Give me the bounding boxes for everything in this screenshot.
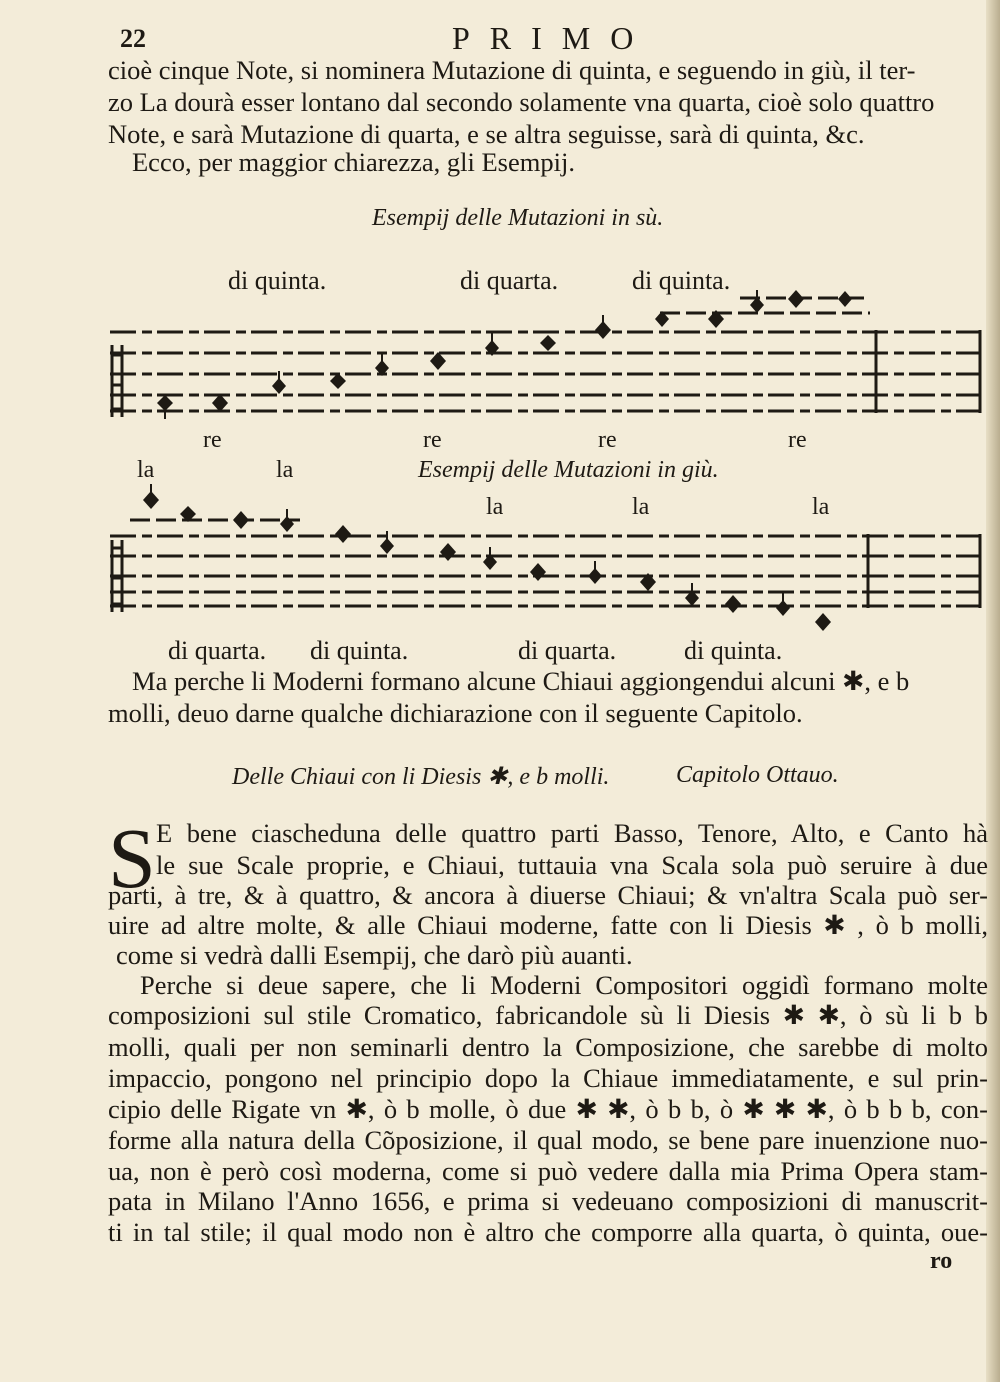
text-line: ua, non è però così moderna, come si può vedere dalla mia Prima Opera stam- <box>108 1156 988 1186</box>
text-line: cipio delle Rigate vn ✱, ò b molle, ò due ✱ ✱, ò b b, ò ✱ ✱ ✱, ò b b b, con- <box>108 1094 988 1124</box>
page-number: 22 <box>120 24 146 53</box>
text-line: parti, à tre, & à quattro, & ancora à diuerse Chiaui; & vn'altra Scala può ser- <box>108 880 988 910</box>
interval-label: di quarta. <box>460 266 559 295</box>
example-caption: Esempij delle Mutazioni in giù. <box>418 457 719 483</box>
text-line: ti in tal stile; il qual modo non è altro che comporre alla quarta, ò quinta, oue- <box>108 1217 988 1247</box>
solmization-syllable: re <box>203 427 222 453</box>
solmization-syllable: la <box>632 494 650 520</box>
interval-label: di quinta. <box>684 636 783 665</box>
text-line: Note, e sarà Mutazione di quarta, e se altra seguisse, sarà di quinta, &c. <box>108 119 865 149</box>
text-line: come si vedrà dalli Esempij, che darò più auanti. <box>116 940 633 970</box>
interval-label: di quinta. <box>310 636 409 665</box>
solmization-syllable: re <box>423 427 442 453</box>
music-staff-descending <box>100 482 990 642</box>
solmization-syllable: re <box>598 427 617 453</box>
chapter-title: Delle Chiaui con li Diesis ✱, e b molli. <box>232 764 610 790</box>
text-line: impaccio, pongono nel principio dopo la Chiaue immediatamente, e sul prin- <box>108 1063 988 1093</box>
text-line: cioè cinque Note, si nominera Mutazione di quinta, e seguendo in giù, il ter- <box>108 55 916 85</box>
drop-capital: S <box>108 810 156 906</box>
page-header <box>0 18 1000 58</box>
text-line: E bene ciascheduna delle quattro parti Basso, Tenore, Alto, e Canto hà <box>156 818 988 848</box>
chapter-number: Capitolo Ottauo. <box>676 762 839 788</box>
catchword: ro <box>930 1248 953 1274</box>
music-staff-ascending <box>100 285 990 425</box>
interval-label: di quarta. <box>168 636 267 665</box>
text-line: zo La dourà esser lontano dal secondo solamente vna quarta, cioè solo quattro <box>108 87 935 117</box>
example-caption: Esempij delle Mutazioni in sù. <box>372 205 664 231</box>
solmization-syllable: la <box>486 494 504 520</box>
interval-label: di quarta. <box>518 636 617 665</box>
solmization-syllable: la <box>137 457 155 483</box>
text-line: pata in Milano l'Anno 1656, e prima si vedeuano composizioni di manuscrit- <box>108 1186 988 1216</box>
solmization-syllable: re <box>788 427 807 453</box>
text-line: Perche si deue sapere, che li Moderni Compositori oggidì formano molte <box>140 970 988 1000</box>
text-line: molli, deuo darne qualche dichiarazione con il seguente Capitolo. <box>108 698 803 728</box>
text-line: Ma perche li Moderni formano alcune Chiaui aggiongendui alcuni ✱, e b <box>132 666 910 696</box>
text-line: molli, quali per non seminarli dentro la Composizione, che sarebbe di molto <box>108 1032 988 1062</box>
interval-label: di quinta. <box>632 266 731 295</box>
text-line: forme alla natura della Cõposizione, il qual modo, se bene pare inuenzione nuo- <box>108 1125 988 1155</box>
interval-label: di quinta. <box>228 266 327 295</box>
running-title: PRIMO <box>452 20 654 56</box>
text-line: composizioni sul stile Cromatico, fabricandole sù li Diesis ✱ ✱, ò sù li b b <box>108 1000 988 1030</box>
text-line: Ecco, per maggior chiarezza, gli Esempij. <box>132 147 575 177</box>
solmization-syllable: la <box>812 494 830 520</box>
text-line: le sue Scale proprie, e Chiaui, tuttauia vna Scala sola può seruire à due <box>156 850 988 880</box>
solmization-syllable: la <box>276 457 294 483</box>
text-line: uire ad altre molte, & alle Chiaui moderne, fatte con li Diesis ✱ , ò b molli, <box>108 910 988 940</box>
